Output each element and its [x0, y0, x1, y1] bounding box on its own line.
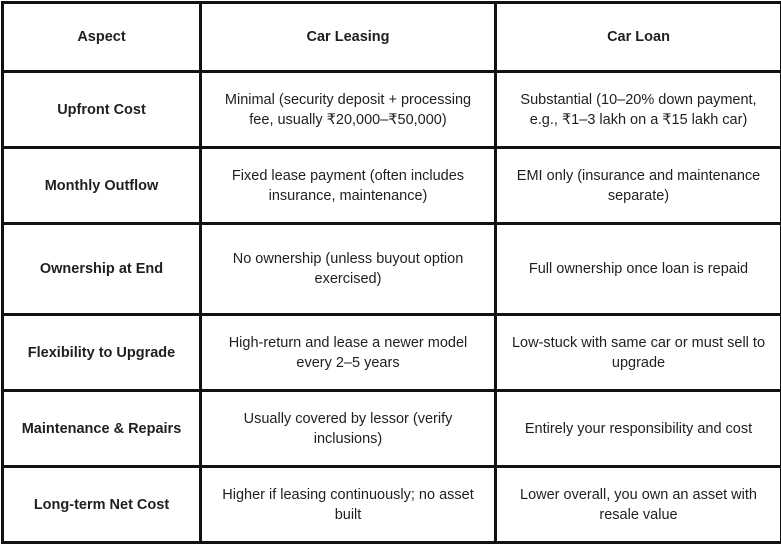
table-row — [3, 224, 781, 315]
aspect-cell: Ownership at End — [3, 224, 201, 315]
table-row — [3, 391, 781, 467]
header-aspect: Aspect — [3, 3, 201, 72]
leasing-cell: No ownership (unless buyout option exercised) — [201, 224, 496, 315]
leasing-cell: Higher if leasing continuously; no asset built — [201, 467, 496, 543]
leasing-cell: Usually covered by lessor (verify inclusions) — [201, 391, 496, 467]
comparison-table — [1, 1, 781, 544]
loan-cell: Full ownership once loan is repaid — [496, 224, 781, 315]
aspect-cell: Long-term Net Cost — [3, 467, 201, 543]
loan-cell: Substantial (10–20% down payment, e.g., ₹1–3 lakh on a ₹15 lakh car) — [496, 72, 781, 148]
loan-cell: EMI only (insurance and maintenance separate) — [496, 148, 781, 224]
loan-cell: Entirely your responsibility and cost — [496, 391, 781, 467]
leasing-cell: Minimal (security deposit + processing fee, usually ₹20,000–₹50,000) — [201, 72, 496, 148]
aspect-cell: Maintenance & Repairs — [3, 391, 201, 467]
aspect-cell: Upfront Cost — [3, 72, 201, 148]
leasing-cell: High-return and lease a newer model every 2–5 years — [201, 315, 496, 391]
table-row — [3, 315, 781, 391]
table-row — [3, 467, 781, 543]
aspect-cell: Monthly Outflow — [3, 148, 201, 224]
loan-cell: Low-stuck with same car or must sell to upgrade — [496, 315, 781, 391]
loan-cell: Lower overall, you own an asset with resale value — [496, 467, 781, 543]
aspect-cell: Flexibility to Upgrade — [3, 315, 201, 391]
header-car-leasing: Car Leasing — [201, 3, 496, 72]
header-row — [3, 3, 781, 72]
leasing-cell: Fixed lease payment (often includes insurance, maintenance) — [201, 148, 496, 224]
table-row — [3, 72, 781, 148]
table-row — [3, 148, 781, 224]
header-car-loan: Car Loan — [496, 3, 781, 72]
